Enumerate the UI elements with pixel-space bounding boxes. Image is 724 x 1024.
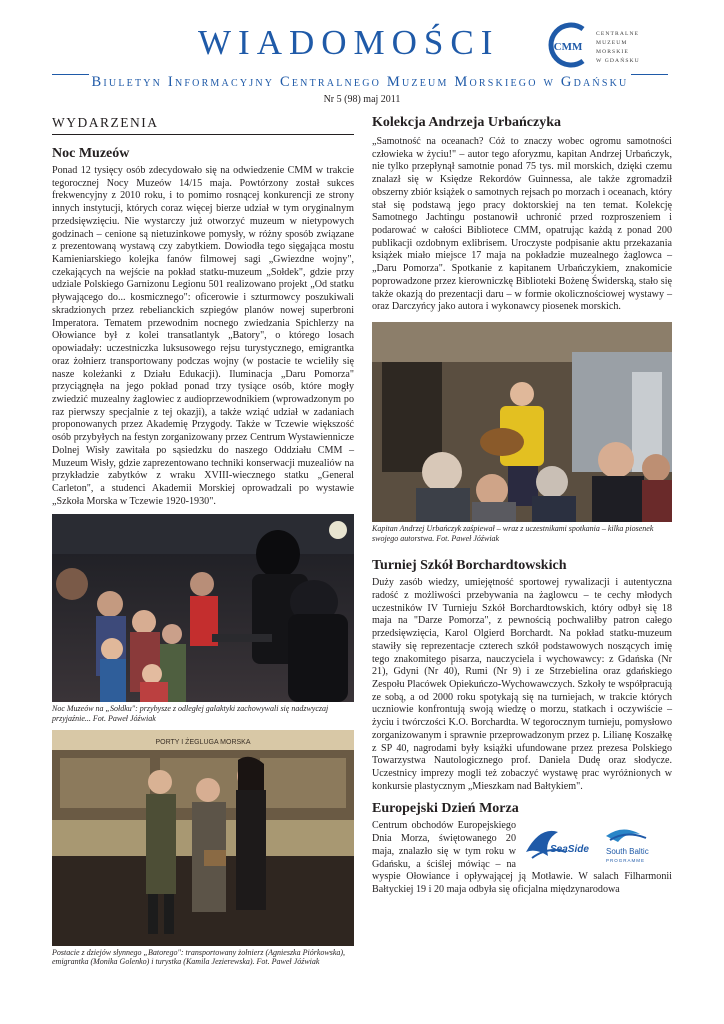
photo-soldek-starwars (52, 514, 354, 702)
article-heading-noc-muzeow: Noc Muzeów (52, 146, 130, 161)
section-label: WYDARZENIA (52, 114, 354, 135)
article-body-kolekcja: „Samotność na oceanach? Cóż to znaczy wobec ogromu samotności człowieka w życiu!" – autor tego aforyzmu, kapitan Andrzej Urbańczyk, nie tylko przepłynął samotnie ponad 75 tys. mil morskich, dzięki czemu znalazł się w Księdze Rekordów Guinnessa, ale także zgromadził obszerny zbiór książek o samotnych rejsach po morzach i oceanach, który stał się podstawą jego pracy doktorskiej na ten temat. Kolekcję Samotnego Jachtingu postanowił uchronić przed rozproszeniem i podarować w całości Bibliotece CMM, opatrując każdą z ponad 200 publikacji ozdobnym exlibrisem. Uroczyste podpisanie aktu przekazania książek miało miejsce 17 maja na pokładzie muzealnego żaglowca – „Daru Pomorza". Spotkanie z kapitanem Urbańczykiem, znakomicie poprowadzone przez kierowniczkę Biblioteki Bożenę Świderską, stało się także okazją do prezentacji daru – w formie okolicznościowej wystawy – oraz Darczyńcy jako autora i wykonawcy piosenek morskich. (372, 136, 672, 313)
exhibit-banner-text: PORTY I ŻEGLUGA MORSKA (155, 738, 251, 746)
article-heading-kolekcja: Kolekcja Andrzeja Urbańczyka (372, 115, 561, 130)
photo-urbanczyk-concert (372, 322, 672, 522)
logo-text-line: CENTRALNE (596, 31, 640, 37)
article-body-noc-muzeow: Ponad 12 tysięcy osób zdecydowało się na odwiedzenie CMM w trakcie tegorocznej Nocy Muzeów 14/15 maja. Powtórzony został sukces frekwencyjny z 2010 roku, i to pomimo rosnącej konkurencji ze strony innych instytucji, których coraz więcej bierze udział w tym oryginalnym przedsięwzięciu. Nie wystarczy już otworzyć muzeum w nietypowych godzinach – cenione są nietuzinkowe pomysły, w różny sposób związane z prezentowaną wystawą czy zabytkiem. Dowiodła tego sięgająca mostu Kamieniarskiego kolejka fanów filmowej sagi „Gwiezdne wojny", czekających na wejście na pokład statku-muzeum „Sołdek", gdzie przy udziale Polskiego Garnizonu Legionu 501 realizowano projekt „Od statku pływającego do... kosmicznego": oficerowie i szturmowcy poszukiwali skradzionych przez rebelianckich szpiegów planów nowej superbroni Imperatora. Tematem przewodnim nocnego zwiedzania Spichlerzy na Ołowiance był z kolei transatlantyk „Batory", o którego losach opowiadały: uczestniczka luksusowego rejsu turystycznego, emigrantka oraz żołnierz transportowany podczas wojny (w postacie te wcieliły się nasze koleżanki z Działu Edukacji). Iluminacja „Daru Pomorza" przyciągnęła na jego pokład ponad trzy tysiące osób, które mogły zwiedzić muzealny żaglowiec z audioprzewodnikiem (wprowadzonym po raz pierwszy specjalnie z tej okazji), a także wziąć udział w zadaniach proponowanych przez Akademię Przygody. Także w Tczewie większość osób przybyłych na festyn zorganizowany przez Centrum Wystawiennicze Dolnej Wisły zawitała po sąsiedzku do naszego Oddziału CMM – Muzeum Wisły, gdzie zaprezentowano techniki konserwacji muzealiów na przykładzie zabytków z wraku XVIII-wiecznego statku „General Carleton", a studenci Akademii Morskiej oprowadzali po wystawie „Szkoła Morska w Tczewie 1920-1930". (52, 165, 354, 507)
photo-caption: Noc Muzeów na „Sołdku": przybysze z odległej galaktyki zachowywali się nadzwyczaj przyjaźnie... Fot. Paweł Jóźwiak (52, 704, 329, 723)
article-heading-turniej: Turniej Szkół Borchardtowskich (372, 558, 567, 574)
left-column (52, 114, 354, 967)
cmm-logo-icon (547, 20, 589, 70)
logo-text-line: MUZEUM (596, 40, 628, 46)
museum-name-block (596, 30, 666, 66)
logo-text-line: W GDAŃSKU (596, 58, 640, 64)
right-column (372, 114, 672, 897)
article-body-dzien-morza: Centrum obchodów Europejskiego Dnia Morza, świętowanego 20 maja, znalazło się w tym roku w Gdańsku, a ściślej mówiąc – na wyspie Ołowiance i opływającej ją Motławie. W salach Filharmonii Bałtyckiej 19 i 20 maja odbyła się oficjalna międzynarodowa (372, 820, 672, 896)
seaside-logo-text: SeaSide (550, 844, 589, 856)
photo-caption: Postacie z dziejów słynnego „Batorego": transportowany żołnierz (Agnieszka Piórkowska), emigrantka (Monika Golenko) i turystka (Kamila Jezierewska). Fot. Paweł Jóźwiak (52, 947, 346, 967)
partner-logos (522, 822, 672, 868)
masthead (0, 0, 724, 106)
programme-logo-text: PROGRAMME (606, 858, 646, 864)
newsletter-subtitle: Biuletyn Informacyjny Centralnego Muzeum Morskiego w Gdańsku (52, 72, 668, 92)
photo-caption: Kapitan Andrzej Urbańczyk zaśpiewał – wraz z uczestnikami spotkania – kilka piosenek swojego autorstwa. Fot. Paweł Jóźwiak (372, 524, 654, 543)
south-baltic-logo-icon (606, 830, 649, 864)
logo-letters: CMM (553, 41, 583, 53)
article-body-turniej: Duży zasób wiedzy, umiejętność sportowej rywalizacji i autentyczna radość z możliwości przebywania na żaglowcu – te cechy młodych uczestników IV Turnieju Szkół Borchardtowskich, który odbył się 18 maja na "Darze Pomorza", z pewnością pochwaliłby patron całego przedsięwzięcia, Karol Olgierd Borchardt. Na pokład statku-muzeum stawiły się reprezentacje czterech szkół podstawowych noszących imię tego znakomitego pisarza, nauczyciela i wychowawcy: z Gdańska (Nr 21), Gdyni (Nr 40), Rumi (Nr 9) i ze Strzebielina oraz gdańskiego Zespołu Placówek Opiekuńczo-Wychowawczych. Szkoły te współpracują ze sobą, a od 2000 roku spotykają się na turniejach, w trakcie których uczniowie konfrontują swoją wiedzę o morzu, statkach i oczywiście – życiu i twórczości K.O. Borchardta. W tegorocznym turnieju, pomysłowo zorganizowanym i sprawnie przeprowadzonym przez p. Lilianę Koszałkę z SP 40, nagrodami były książki ufundowane przez prezesa Polskiego Towarzystwa Nautologicznego prof. Daniela Dudę oraz słodycze. Uczestnicy imprezy mogli też zobaczyć wystawę prac wyróżnionych w konkursie plastycznym „Mieszkam nad Bałtykiem". (372, 577, 672, 792)
newsletter-title: WIADOMOŚCI (198, 23, 500, 62)
seaside-logo-icon (526, 831, 589, 858)
issue-number: Nr 5 (98) maj 2011 (323, 94, 401, 105)
photo-batory-characters (52, 730, 354, 946)
south-baltic-logo-text: South Baltic (606, 847, 649, 857)
article-heading-dzien-morza: Europejski Dzień Morza (372, 801, 519, 817)
logo-text-line: MORSKIE (596, 49, 629, 55)
